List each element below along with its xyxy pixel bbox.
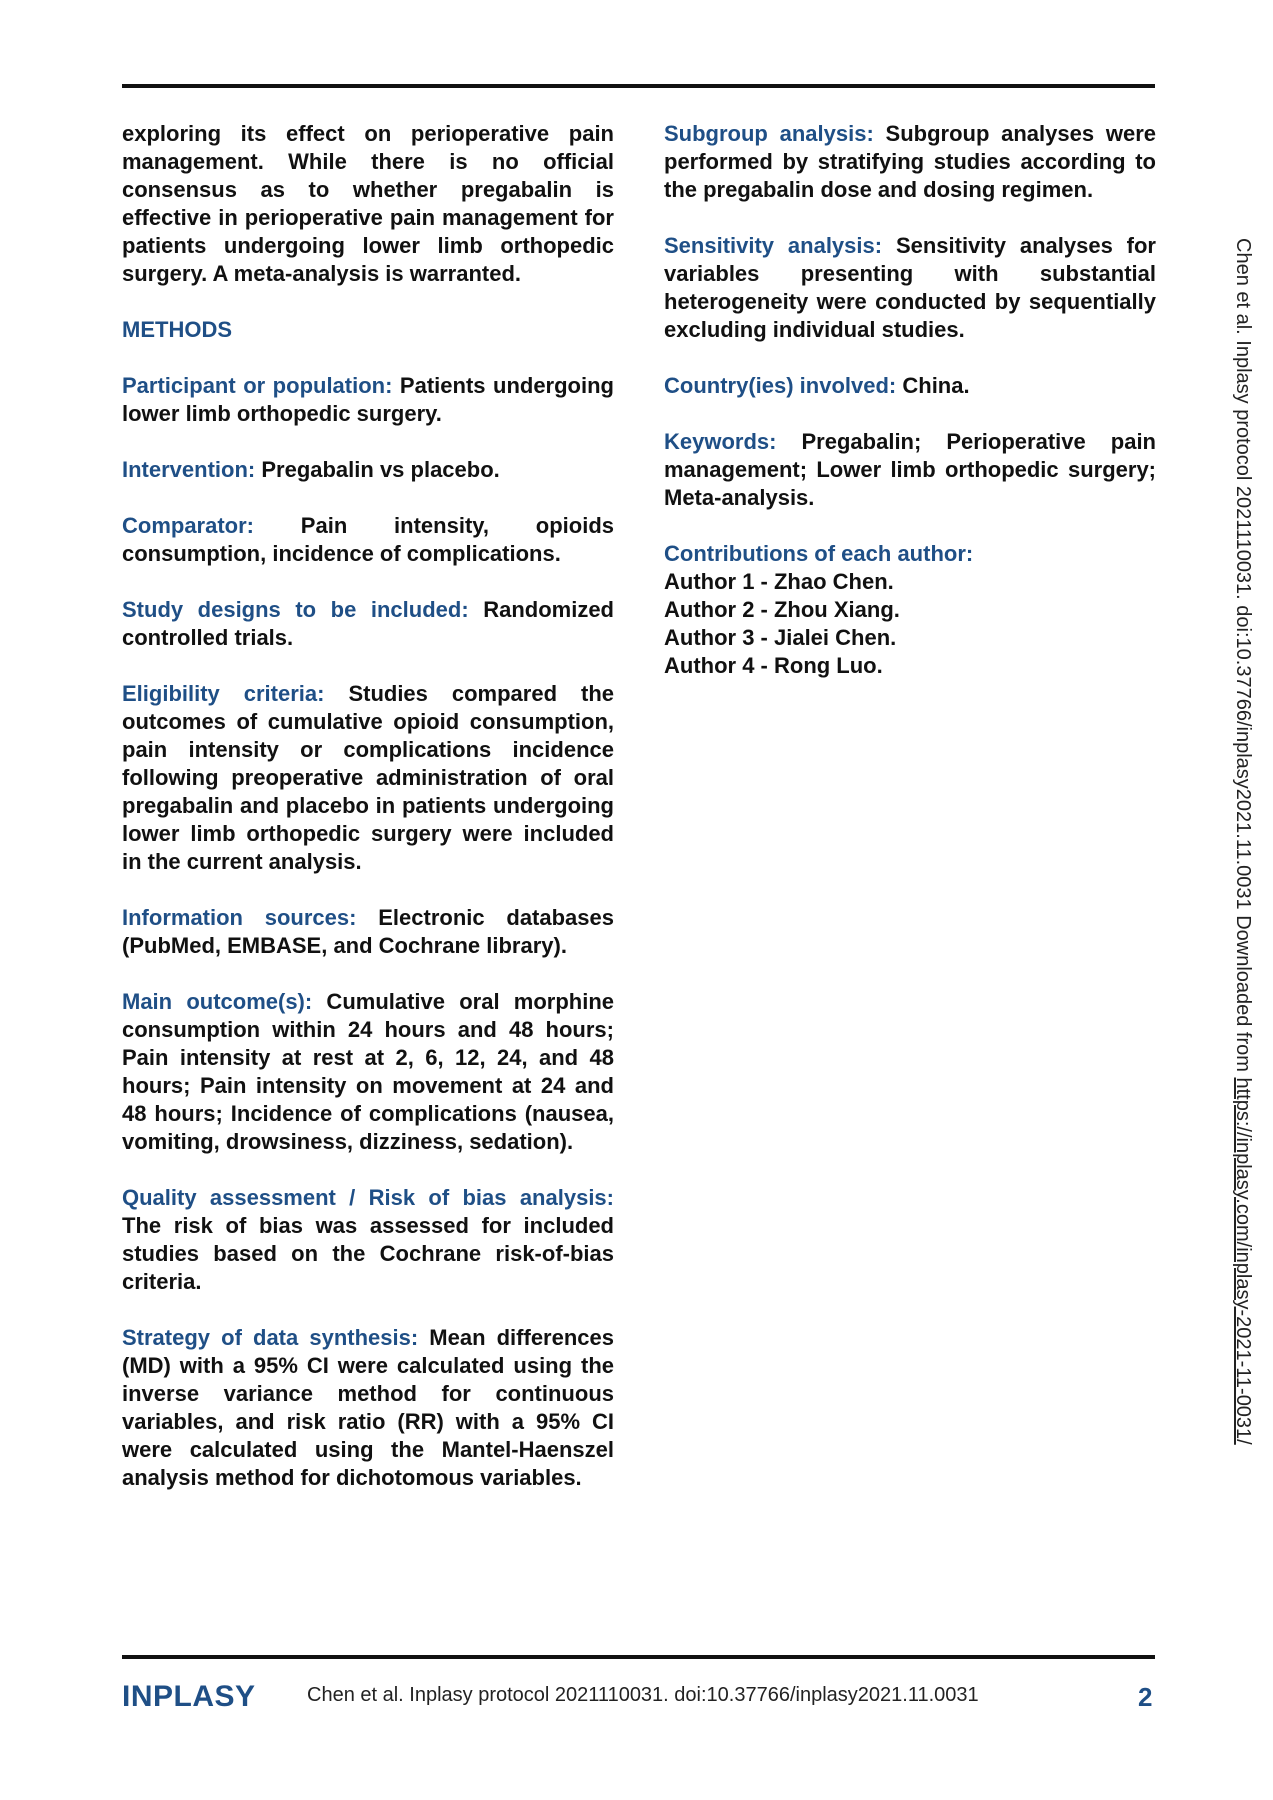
left-column	[122, 120, 614, 1520]
footer-citation: Chen et al. Inplasy protocol 2021110031. doi:10.37766/inplasy2021.11.0031	[307, 1684, 979, 1706]
vertical-citation-text: Chen et al. Inplasy protocol 2021110031. doi:10.37766/inplasy2021.11.0031 Downloaded from	[1232, 238, 1254, 1078]
right-column	[664, 120, 1156, 680]
study-designs-text: Randomized controlled trials.	[122, 597, 614, 650]
main-outcomes-label: Main outcome(s):	[122, 989, 313, 1014]
information-sources-text: Electronic databases (PubMed, EMBASE, and Cochrane library).	[122, 905, 614, 958]
comparator-text: Pain intensity, opioids consumption, incidence of complications.	[122, 513, 614, 566]
eligibility-text: Studies compared the outcomes of cumulative opioid consumption, pain intensity or complications incidence following preoperative administration of oral pregabalin and placebo in patients undergoing lower limb orthopedic surgery were included in the current analysis.	[122, 681, 614, 874]
author-line: Author 4 - Rong Luo.	[664, 653, 883, 678]
participant-section	[122, 372, 614, 428]
author-line: Author 3 - Jialei Chen.	[664, 625, 897, 650]
author-line: Author 1 - Zhao Chen.	[664, 569, 894, 594]
eligibility-label: Eligibility criteria:	[122, 681, 325, 706]
intervention-label: Intervention:	[122, 457, 256, 482]
methods-heading: METHODS	[122, 317, 232, 342]
eligibility-section	[122, 680, 614, 876]
contributions-label: Contributions of each author:	[664, 541, 974, 566]
sensitivity-section	[664, 232, 1156, 344]
contributions-section	[664, 540, 1156, 680]
strategy-text: Mean differences (MD) with a 95% CI were calculated using the inverse variance method for continuous variables, and risk ratio (RR) with a 95% CI were calculated using the Mantel-Haenszel analysis method for dichotomous variables.	[122, 1325, 614, 1490]
countries-text: China.	[896, 373, 970, 398]
footer-rule	[122, 1655, 1155, 1659]
main-outcomes-text: Cumulative oral morphine consumption within 24 hours and 48 hours; Pain intensity at rest at 2, 6, 12, 24, and 48 hours; Pain intensity on movement at 24 and 48 hours; Incidence of complications (nausea, vomiting, drowsiness, dizziness, sedation).	[122, 989, 614, 1154]
subgroup-section	[664, 120, 1156, 204]
information-sources-section	[122, 904, 614, 960]
page-number: 2	[1138, 1682, 1153, 1712]
sensitivity-label: Sensitivity analysis:	[664, 233, 883, 258]
keywords-label: Keywords:	[664, 429, 777, 454]
participant-label: Participant or population:	[122, 373, 393, 398]
quality-assessment-text: The risk of bias was assessed for included studies based on the Cochrane risk-of-bias criteria.	[122, 1213, 614, 1294]
quality-assessment-section	[122, 1184, 614, 1296]
strategy-section	[122, 1324, 614, 1492]
subgroup-label: Subgroup analysis:	[664, 121, 874, 146]
download-link[interactable]: https://inplasy.com/inplasy-2021-11-0031/	[1232, 1077, 1254, 1445]
strategy-label: Strategy of data synthesis:	[122, 1325, 419, 1350]
countries-label: Country(ies) involved:	[664, 373, 897, 398]
inplasy-logo: INPLASY	[122, 1680, 256, 1713]
intervention-text: Pregabalin vs placebo.	[255, 457, 500, 482]
keywords-section	[664, 428, 1156, 512]
intro-paragraph: exploring its effect on perioperative pain management. While there is no official consensus as to whether pregabalin is effective in perioperative pain management for patients undergoing lower limb orthopedic surgery. A meta-analysis is warranted.	[122, 121, 614, 286]
author-line: Author 2 - Zhou Xiang.	[664, 597, 900, 622]
study-designs-label: Study designs to be included:	[122, 597, 469, 622]
quality-assessment-label: Quality assessment / Risk of bias analysis:	[122, 1185, 614, 1210]
subgroup-text: Subgroup analyses were performed by stratifying studies according to the pregabalin dose and dosing regimen.	[664, 121, 1156, 202]
main-outcomes-section	[122, 988, 614, 1156]
header-rule	[122, 84, 1155, 88]
comparator-section	[122, 512, 614, 568]
vertical-download-notice	[1231, 238, 1254, 1445]
information-sources-label: Information sources:	[122, 905, 357, 930]
intervention-section	[122, 456, 614, 484]
participant-text: Patients undergoing lower limb orthopedic surgery.	[122, 373, 614, 426]
keywords-text: Pregabalin; Perioperative pain management; Lower limb orthopedic surgery; Meta-analysis.	[664, 429, 1156, 510]
countries-section	[664, 372, 1156, 400]
comparator-label: Comparator:	[122, 513, 255, 538]
sensitivity-text: Sensitivity analyses for variables presenting with substantial heterogeneity were conducted by sequentially excluding individual studies.	[664, 233, 1156, 342]
study-designs-section	[122, 596, 614, 652]
